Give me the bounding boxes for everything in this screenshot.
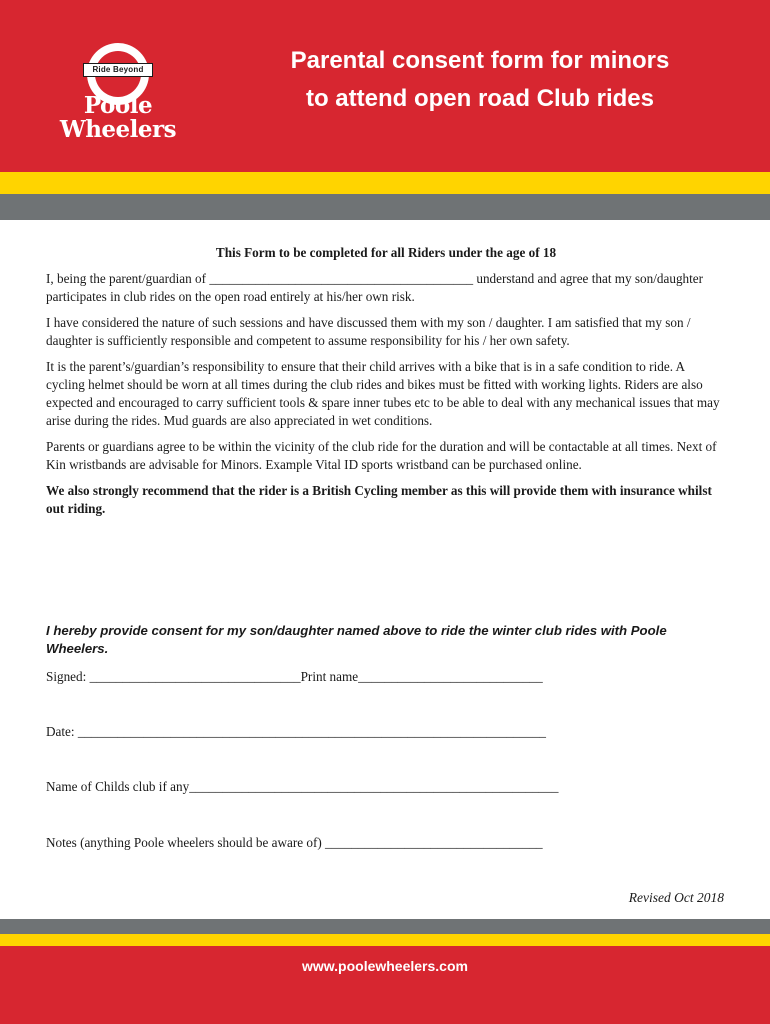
- consideration-statement: I have considered the nature of such sessions and have discussed them with my son / daughter. I am satisfied that my son / daughter is sufficiently responsible and competent to assume responsibility for his / her own safety.: [46, 315, 691, 348]
- footer-yellow-stripe: [0, 934, 770, 946]
- notes-field[interactable]: Notes (anything Poole wheelers should be aware of) _________________________________: [46, 835, 543, 850]
- footer-gray-stripe: [0, 919, 770, 934]
- logo-name-line1: Poole: [83, 92, 153, 119]
- consent-statement: I hereby provide consent for my son/daughter named above to ride the winter club rides with Poole Wheelers.: [46, 623, 667, 656]
- form-body: [46, 244, 726, 526]
- responsibility-statement: It is the parent’s/guardian’s responsibility to ensure that their child arrives with a bike that is in a safe condition to ride. A cycling helmet should be worn at all times during the club rides and bikes must be fitted with working lights. Riders are also expected and encouraged to carry sufficient tools & spare inner tubes etc to be able to deal with any mechanical issues that may arise during the rides. Mud guards are also appreciated in wet conditions.: [46, 359, 720, 428]
- header-gray-stripe: [0, 194, 770, 220]
- website-link[interactable]: www.poolewheelers.com: [302, 958, 468, 974]
- revision-note: Revised Oct 2018: [628, 890, 724, 905]
- club-field[interactable]: Name of Childs club if any________________________________________________________: [46, 779, 559, 794]
- page-title-line2: to attend open road Club rides: [305, 85, 654, 112]
- page-title-line1: Parental consent form for minors: [290, 47, 670, 74]
- signed-field[interactable]: Signed: ________________________________Print name____________________________: [46, 669, 543, 684]
- date-field[interactable]: Date: _______________________________________________________________________: [46, 724, 547, 739]
- page-title: [210, 42, 750, 118]
- guardian-statement: I, being the parent/guardian of ________________________________________ understand and agree that my son/daughter participates in club rides on the open road entirely at his/her own risk.: [46, 271, 704, 304]
- form-heading: This Form to be completed for all Riders under the age of 18: [215, 245, 557, 260]
- header-yellow-stripe: [0, 172, 770, 194]
- logo-name-line2: Wheelers: [59, 116, 177, 143]
- recommendation-statement: We also strongly recommend that the rider is a British Cycling member as this will provide them with insurance whilst out riding.: [46, 483, 712, 516]
- vicinity-statement: Parents or guardians agree to be within the vicinity of the club ride for the duration and will be contactable at all times. Next of Kin wristbands are advisable for Minors. Example Vital ID sports wristband can be purchased online.: [46, 439, 717, 472]
- logo-banner: Ride Beyond: [83, 63, 153, 77]
- logo-name: [38, 94, 198, 142]
- club-logo: [38, 40, 198, 150]
